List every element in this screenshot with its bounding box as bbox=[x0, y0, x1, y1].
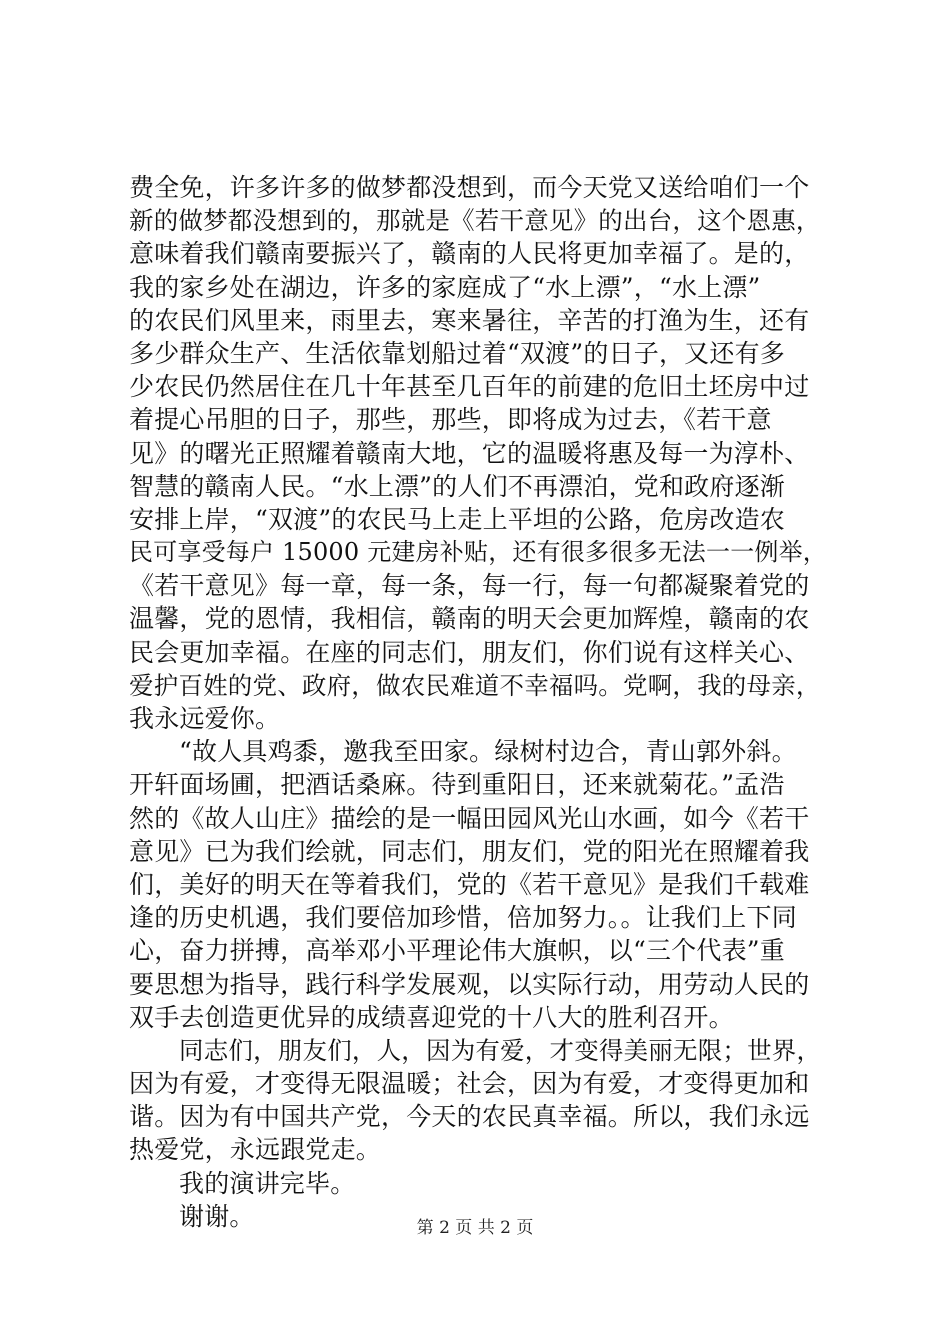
text-line: 我的家乡处在湖边，许多的家庭成了“水上漂”，“水上漂” bbox=[129, 272, 761, 302]
text-line: 双手去创造更优异的成绩喜迎党的十八大的胜利召开。 bbox=[129, 1002, 734, 1032]
text-line: 意味着我们赣南要振兴了，赣南的人民将更加幸福了。是的， bbox=[129, 239, 810, 269]
text-line: 民可享受每户 15000 元建房补贴，还有很多很多无法一一例举， bbox=[129, 538, 828, 567]
text-line: 因为有爱，才变得无限温暖；社会，因为有爱，才变得更加和 bbox=[129, 1069, 810, 1099]
text-line: 开轩面场圃，把酒话桑麻。待到重阳日，还来就菊花。”孟浩 bbox=[129, 770, 785, 800]
text-line: 费全免，许多许多的做梦都没想到，而今天党又送给咱们一个 bbox=[129, 173, 810, 202]
text-line: 爱护百姓的党、政府，做农民难道不幸福吗。党啊，我的母亲， bbox=[129, 670, 821, 700]
text-line: 热爱党，永远跟党走。 bbox=[129, 1135, 382, 1165]
text-line: 我永远爱你。 bbox=[129, 704, 281, 733]
text-line: 我的演讲完毕。 bbox=[179, 1168, 356, 1198]
text-line: 见》的曙光正照耀着赣南大地，它的温暖将惠及每一为淳朴、 bbox=[129, 438, 810, 468]
text-line: 心，奋力拼搏，高举邓小平理论伟大旗帜，以“三个代表”重 bbox=[129, 936, 785, 966]
text-line: 逢的历史机遇，我们要倍加珍惜，倍加努力。。让我们上下同 bbox=[129, 903, 797, 933]
page-footer: 第 2 页 共 2 页 bbox=[416, 1218, 534, 1238]
text-line: 温馨，党的恩情，我相信，赣南的明天会更加辉煌，赣南的农 bbox=[129, 604, 810, 634]
text-line: 新的做梦都没想到的，那就是《若干意见》的出台，这个恩惠， bbox=[129, 206, 821, 236]
text-line: 然的《故人山庄》描绘的是一幅田园风光山水画，如今《若干 bbox=[129, 803, 810, 833]
text-line: 智慧的赣南人民。“水上漂”的人们不再漂泊，党和政府逐渐 bbox=[129, 471, 785, 501]
text-line: 着提心吊胆的日子，那些，那些，即将成为过去，《若干意 bbox=[129, 405, 772, 435]
text-line: 同志们，朋友们，人，因为有爱，才变得美丽无限；世界， bbox=[179, 1035, 822, 1065]
text-line: 多少群众生产、生活依靠划船过着“双渡”的日子，又还有多 bbox=[129, 338, 785, 368]
text-line: 安排上岸，“双渡”的农民马上走上平坦的公路，危房改造农 bbox=[129, 504, 785, 534]
text-line: 民会更加幸福。在座的同志们，朋友们，你们说有这样关心、 bbox=[129, 637, 810, 667]
text-line: 意见》已为我们绘就，同志们，朋友们，党的阳光在照耀着我 bbox=[129, 836, 810, 866]
text-line: 们，美好的明天在等着我们，党的《若干意见》是我们千载难 bbox=[129, 869, 810, 899]
text-line: 谢谢。 bbox=[179, 1201, 255, 1231]
speech-body-text bbox=[129, 171, 829, 1233]
text-line: 少农民仍然居住在几十年甚至几百年的前建的危旧土坯房中过 bbox=[129, 372, 810, 402]
text-line: 《若干意见》每一章，每一条，每一行，每一句都凝聚着党的 bbox=[129, 571, 810, 601]
text-line: 谐。因为有中国共产党，今天的农民真幸福。所以，我们永远 bbox=[129, 1102, 810, 1132]
text-line: 的农民们风里来，雨里去，寒来暑往，辛苦的打渔为生，还有 bbox=[129, 305, 810, 335]
text-line: 要思想为指导，践行科学发展观，以实际行动，用劳动人民的 bbox=[129, 969, 810, 999]
text-line: “故人具鸡黍，邀我至田家。绿树村边合，青山郭外斜。 bbox=[179, 737, 797, 767]
